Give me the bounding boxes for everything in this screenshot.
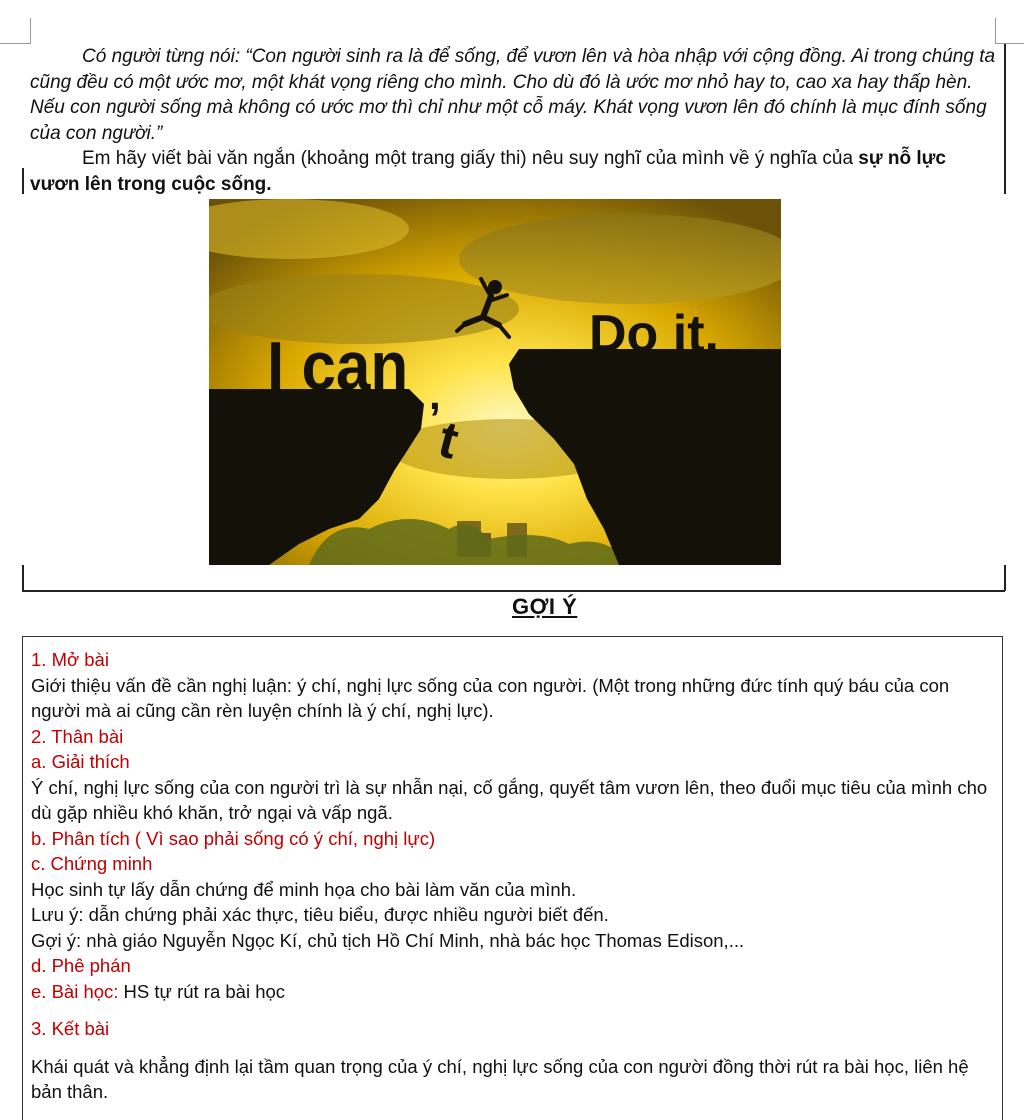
sub-e-text: HS tự rút ra bài học [118,980,286,1002]
section-conclusion-heading: 3. Kết bài [31,1018,110,1039]
hint-top-rule [22,590,1005,592]
hint-right-line [1004,565,1006,591]
sub-c-text-1: Học sinh tự lấy dẫn chứng để minh họa cho bài làm văn của mình. [31,878,577,900]
sub-d-heading: d. Phê phán [31,955,131,976]
section-conclusion-text: Khái quát và khẳng định lại tầm quan trọng của ý chí, nghị lực sống của con người đồng thời rút ra bài học, liên hệ bản thân. [31,1055,969,1102]
corner-mark-top-left-h [0,43,31,44]
sub-c-text-3: Gợi ý: nhà giáo Nguyễn Ngọc Kí, chủ tịch Hồ Chí Minh, nhà bác học Thomas Edison,... [31,929,745,951]
illustration-i-can-do-it [209,199,781,565]
section-body-heading: 2. Thân bài [31,725,124,747]
hint-box [22,636,1003,1120]
image-word-t: t [432,410,465,471]
task-paragraph: Em hãy viết bài văn ngắn (khoảng một trang giấy thi) nêu suy nghĩ của mình về ý nghĩa của [82,148,854,169]
corner-mark-top-left-v [30,18,31,44]
sub-c-text-2: Lưu ý: dẫn chứng phải xác thực, tiêu biểu, được nhiều người biết đến. [31,904,609,925]
right-border-line [1004,44,1006,194]
image-word-do-it: Do it. [589,305,719,363]
hint-title: GỢI Ý [512,594,578,619]
section-intro-text: Giới thiệu vấn đề cần nghị luận: ý chí, nghị lực sống của con người. (Một trong những đức tính quý báu của con người mà ai cũng cần rèn luyện chính là ý chí, nghị lực). [31,674,950,721]
corner-mark-top-right-v [995,18,996,44]
hint-left-line [22,565,24,591]
prompt-text [30,44,998,197]
image-word-comma: , [429,371,441,418]
section-intro-heading: 1. Mở bài [31,649,109,670]
sub-a-heading: a. Giải thích [31,751,130,772]
task-bold: sự nỗ lực vươn lên trong cuộc sống. [30,148,946,195]
sub-b-heading: b. Phân tích ( Vì sao phải sống có ý chí, nghị lực) [31,827,436,849]
sub-e-line [31,979,997,1005]
corner-mark-top-right-h [995,43,1024,44]
left-border-line [22,168,24,194]
quote-paragraph: Có người từng nói: “Con người sinh ra là để sống, để vươn lên và hòa nhập với cộng đồng. Ai trong chúng ta cũng đều có một ước mơ, một khát vọng riêng cho mình. Cho dù đó là ước mơ nhỏ hay to, cao xa hay thấp hèn. Nếu con người sống mà không có ước mơ thì chỉ như một cỗ máy. Khát vọng vươn lên đó chính là mục đính sống của con người.” [30,46,996,144]
sub-e-heading: e. Bài học: [31,980,119,1002]
image-word-i-can: I can [267,327,409,404]
sub-a-text: Ý chí, nghị lực sống của con người trì là sự nhẫn nại, cố gắng, quyết tâm vươn lên, theo đuổi mục tiêu của mình cho dù gặp nhiều khó khăn, trở ngại và vấp ngã. [31,776,988,823]
sub-c-heading: c. Chứng minh [31,853,153,874]
